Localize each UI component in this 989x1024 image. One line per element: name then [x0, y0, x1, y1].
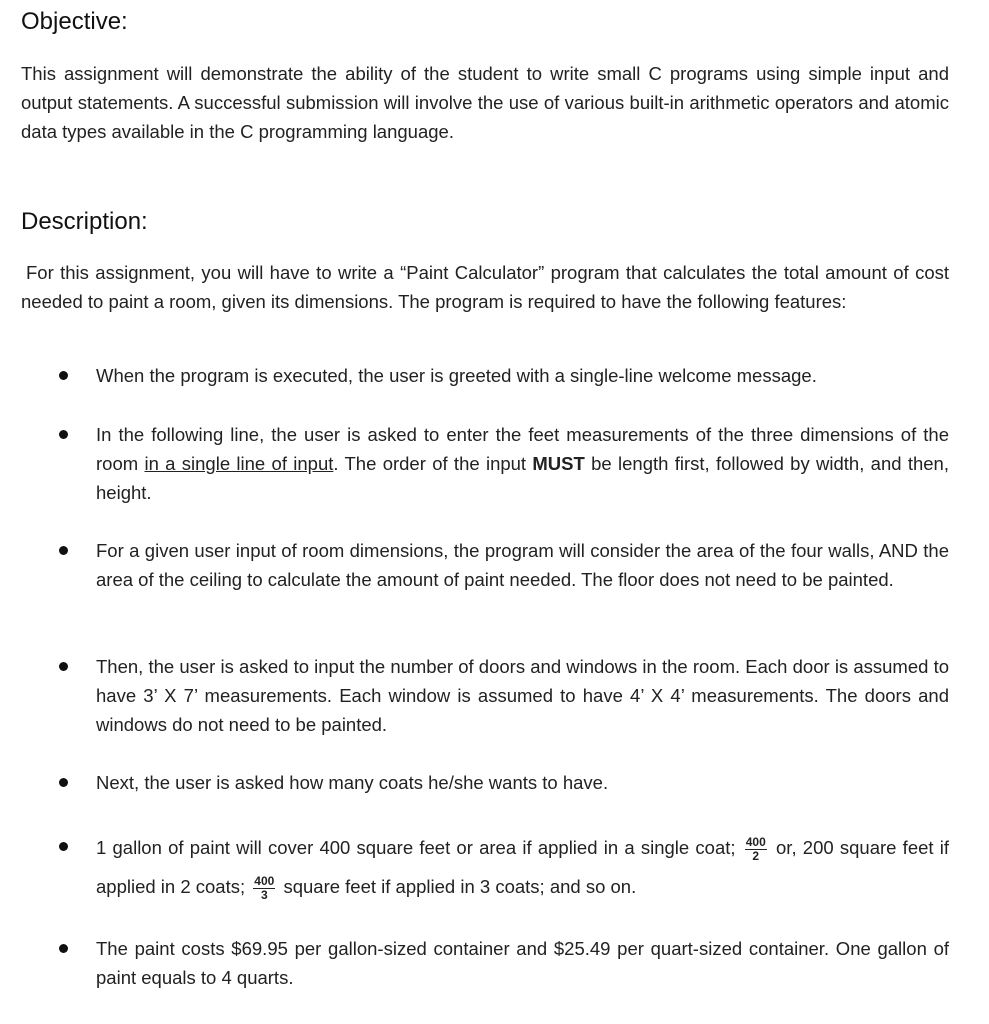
bullet-text-part: or, 200 square feet if applied in 2 coats; — [96, 837, 950, 897]
emphasis-bold: MUST — [532, 453, 585, 474]
fraction — [253, 875, 275, 902]
emphasis-underline: in a single line of input — [144, 453, 334, 474]
bullet-text: Next, the user is asked how many coats he/she wants to have. — [96, 772, 609, 793]
objective-paragraph: This assignment will demonstrate the ability of the student to write small C programs using simple input and output statements. A successful submission will involve the use of various built-in arithmetic operators and atomic data types available in the C programming language. — [21, 63, 949, 142]
bullet-icon — [59, 842, 68, 851]
bullet-text: When the program is executed, the user is greeted with a single-line welcome message. — [96, 365, 817, 386]
bullet-text: For a given user input of room dimensions, the program will consider the area of the four walls, AND the area of the ceiling to calculate the amount of paint needed. The floor does not need to be painted. — [96, 540, 949, 590]
bullet-icon — [59, 430, 68, 439]
description-heading: Description: — [21, 208, 148, 235]
bullet-text — [96, 420, 949, 507]
fraction-denominator: 3 — [260, 887, 268, 902]
bullet-icon — [59, 944, 68, 953]
fraction-numerator: 400 — [254, 873, 275, 888]
bullet-text: The paint costs $69.95 per gallon-sized container and $25.49 per quart-sized container. One gallon of paint equals to 4 quarts. — [96, 938, 949, 988]
bullet-text-part: 1 gallon of paint will cover 400 square feet or area if applied in a single coat; — [96, 837, 736, 858]
bullet-text: Then, the user is asked to input the number of doors and windows in the room. Each door is assumed to have 3’ X 7’ measurements. Each window is assumed to have 4’ X 4’ measurements. The doors and windows do not need to be painted. — [96, 656, 949, 735]
fraction-denominator: 2 — [752, 848, 760, 863]
bullet-icon — [59, 662, 68, 671]
objective-heading: Objective: — [21, 8, 128, 35]
bullet-text-part: be length first, followed by width, and then, height. — [96, 453, 949, 503]
fraction — [745, 836, 767, 863]
bullet-text-part: square feet if applied in 3 coats; and so on. — [283, 876, 637, 897]
bullet-icon — [59, 546, 68, 555]
bullet-icon — [59, 371, 68, 380]
bullet-icon — [59, 778, 68, 787]
fraction-numerator: 400 — [745, 834, 766, 849]
description-paragraph: For this assignment, you will have to write a “Paint Calculator” program that calculates the total amount of cost needed to paint a room, given its dimensions. The program is required to have the following features: — [21, 262, 949, 312]
bullet-text-part: . The order of the input — [333, 453, 533, 474]
bullet-text-part: In the following line, the user is asked to enter the feet measurements of the three dimensions of the room — [96, 424, 949, 474]
bullet-text — [96, 828, 949, 906]
